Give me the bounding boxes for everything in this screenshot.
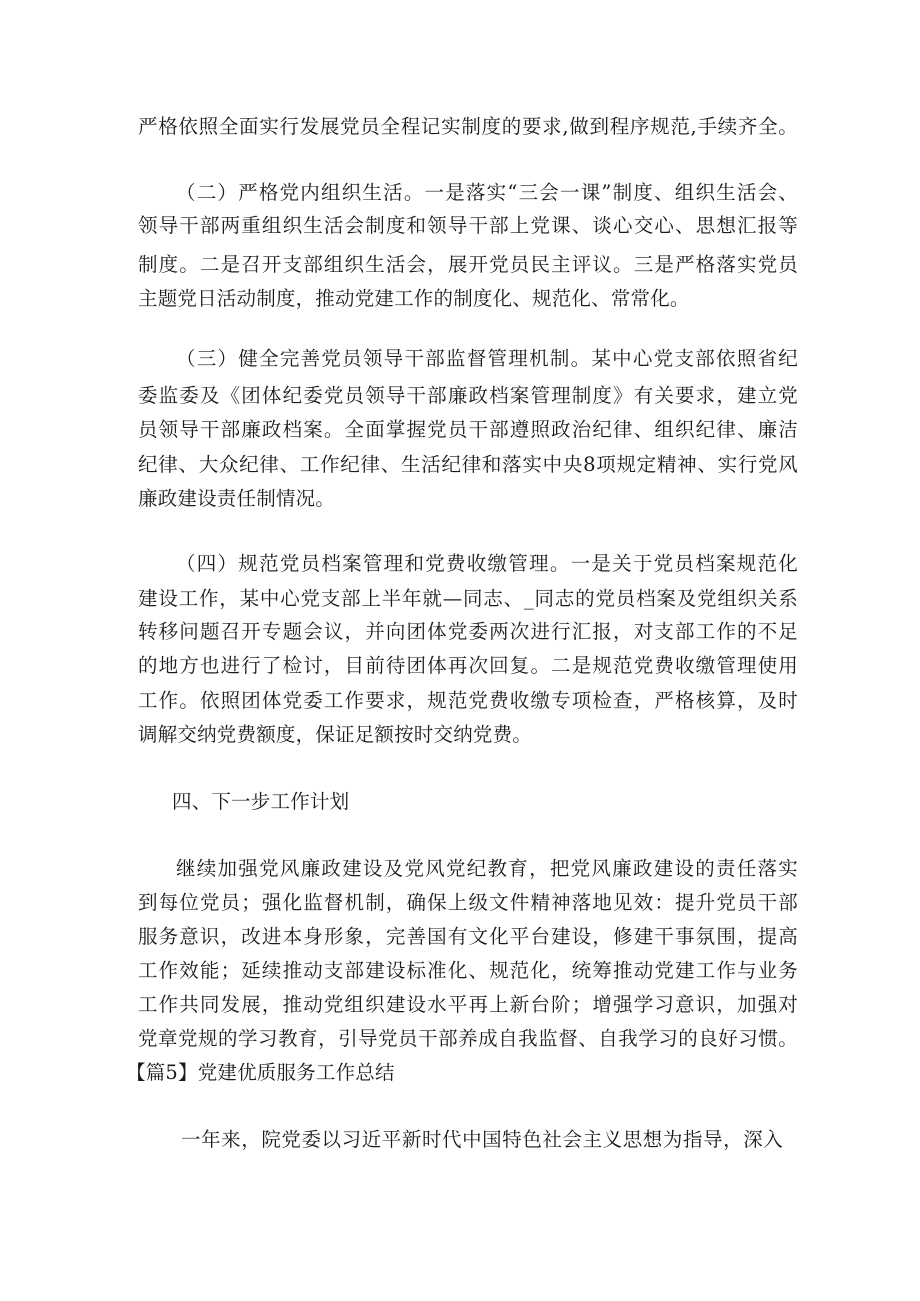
paragraph-line: 转移问题召开专题会议，并向团体党委两次进行汇报，对支部工作的不足 (138, 620, 798, 643)
paragraph-line: 到每位党员；强化监督机制，确保上级文件精神落地见效：提升党员干部 (138, 891, 798, 914)
paragraph-line: 严格依照全面实行发展党员全程记实制度的要求,做到程序规范,手续齐全。 (138, 115, 798, 138)
paragraph-line: 工作。依照团体党委工作要求，规范党费收缴专项检查，严格核算，及时 (138, 689, 798, 712)
paragraph-line: 领导干部两重组织生活会制度和领导干部上党课、谈心交心、思想汇报等 (138, 214, 798, 237)
paragraph-line: 建设工作，某中心党支部上半年就—同志、_同志的党员档案及党组织关系 (138, 587, 798, 610)
paragraph-line: 纪律、大众纪律、工作纪律、生活纪律和落实中央8项规定精神、实行党风 (138, 453, 798, 476)
paragraph-line: 党章党规的学习教育，引导党员干部养成自我监督、自我学习的良好习惯。 (138, 1027, 798, 1050)
paragraph-line: 制度。二是召开支部组织生活会，展开党员民主评议。三是严格落实党员 (138, 253, 798, 276)
paragraph-line: 委监委及《团体纪委党员领导干部廉政档案管理制度》有关要求，建立党 (138, 384, 798, 407)
paragraph-line: 工作效能；延续推动支部建设标准化、规范化，统筹推动党建工作与业务 (138, 959, 798, 982)
paragraph-line: 继续加强党风廉政建设及党风党纪教育，把党风廉政建设的责任落实 (176, 857, 798, 880)
paragraph-line: （三）健全完善党员领导干部监督管理机制。某中心党支部依照省纪 (176, 347, 798, 370)
paragraph-line: 的地方也进行了检讨，目前待团体再次回复。二是规范党费收缴管理使用 (138, 654, 798, 677)
paragraph-line: 主题党日活动制度，推动党建工作的制度化、规范化、常常化。 (138, 287, 690, 310)
paragraph-line: 员领导干部廉政档案。全面掌握党员干部遵照政治纪律、组织纪律、廉洁 (138, 418, 798, 441)
paragraph-line: 服务意识，改进本身形象，完善国有文化平台建设，修建干事氛围，提高 (138, 925, 798, 948)
paragraph-line: 一年来，院党委以习近平新时代中国特色社会主义思想为指导，深入 (181, 1128, 783, 1151)
paragraph-line: （四）规范党员档案管理和党费收缴管理。一是关于党员档案规范化 (176, 552, 798, 575)
article-title: 【篇5】党建优质服务工作总结 (126, 1061, 395, 1084)
paragraph-line: 廉政建设责任制情况。 (138, 487, 336, 510)
section-heading: 四、下一步工作计划 (172, 790, 350, 813)
paragraph-line: 调解交纳党费额度，保证足额按时交纳党费。 (138, 723, 533, 746)
paragraph-line: 工作共同发展，推动党组织建设水平再上新台阶；增强学习意识，加强对 (138, 993, 798, 1016)
paragraph-line: （二）严格党内组织生活。一是落实“三会一课”制度、组织生活会、 (176, 181, 798, 204)
